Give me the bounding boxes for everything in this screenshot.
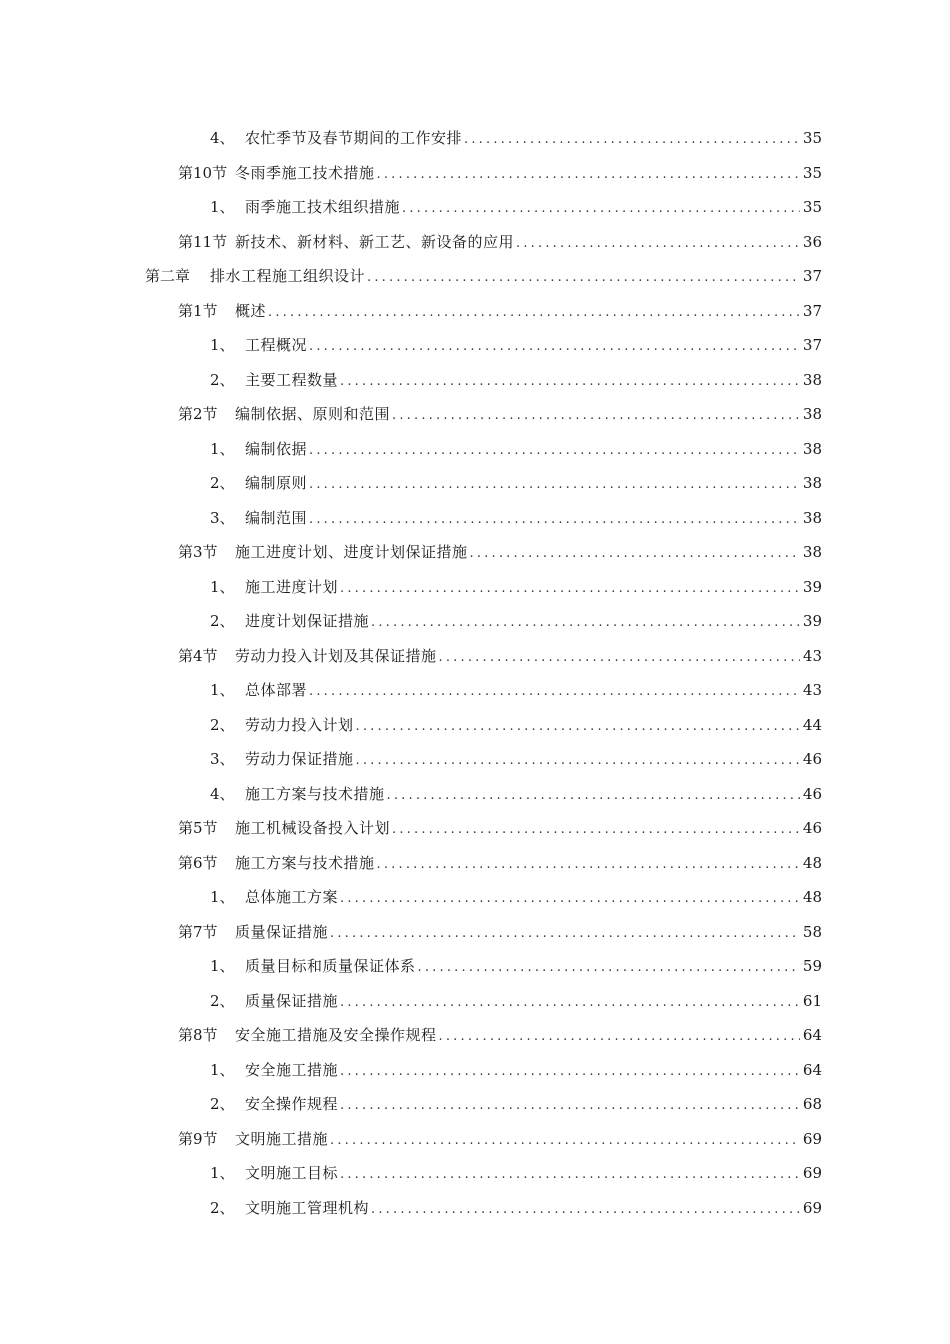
toc-entry-title: 质量目标和质量保证体系 xyxy=(245,957,416,975)
toc-entry-page-number: 64 xyxy=(802,1060,822,1079)
toc-entry-page-number: 37 xyxy=(802,267,822,285)
toc-entry-number: 2、 xyxy=(210,612,235,630)
toc-entry-page-number: 35 xyxy=(802,163,822,182)
toc-entry[interactable] xyxy=(0,604,950,639)
toc-entry-title: 农忙季节及春节期间的工作安排 xyxy=(245,129,463,147)
toc-entry-number: 第2节 xyxy=(178,405,218,423)
toc-entry-title: 编制依据、原则和范围 xyxy=(235,405,391,423)
toc-dot-leader xyxy=(470,537,800,570)
toc-entry[interactable] xyxy=(0,1018,950,1053)
toc-entry-number: 3、 xyxy=(210,508,235,527)
toc-entry-title: 劳动力投入计划及其保证措施 xyxy=(235,646,437,665)
toc-dot-leader xyxy=(309,468,800,501)
toc-entry[interactable] xyxy=(0,156,950,191)
toc-dot-leader xyxy=(371,1193,800,1226)
toc-entry-title: 文明施工管理机构 xyxy=(245,1198,370,1217)
toc-entry-number: 2、 xyxy=(210,715,235,734)
toc-entry-number: 2、 xyxy=(210,1095,235,1113)
toc-entry-title: 编制原则 xyxy=(245,474,308,492)
toc-entry[interactable] xyxy=(0,432,950,467)
toc-entry[interactable] xyxy=(0,742,950,777)
toc-entry[interactable] xyxy=(0,880,950,915)
toc-entry-number: 4、 xyxy=(210,129,235,147)
toc-dot-leader xyxy=(367,261,800,294)
toc-entry-title: 编制依据 xyxy=(245,439,308,458)
toc-entry[interactable] xyxy=(0,570,950,605)
toc-entry-title: 施工进度计划、进度计划保证措施 xyxy=(235,543,468,561)
toc-dot-leader xyxy=(356,710,800,743)
toc-entry-title: 总体施工方案 xyxy=(245,888,339,906)
toc-entry-title: 施工进度计划 xyxy=(245,577,339,596)
toc-entry-title: 劳动力投入计划 xyxy=(245,715,354,734)
toc-dot-leader xyxy=(330,917,800,950)
toc-entry-page-number: 46 xyxy=(802,819,822,837)
toc-dot-leader xyxy=(377,848,800,881)
toc-entry[interactable] xyxy=(0,777,950,812)
toc-entry-page-number: 35 xyxy=(802,129,822,147)
toc-entry-title: 安全操作规程 xyxy=(245,1095,339,1113)
toc-entry-number: 第5节 xyxy=(178,819,218,837)
toc-entry-page-number: 38 xyxy=(802,405,822,423)
toc-dot-leader xyxy=(439,641,800,674)
toc-dot-leader xyxy=(356,744,800,777)
toc-entry[interactable] xyxy=(0,121,950,156)
toc-entry-number: 第4节 xyxy=(178,646,218,665)
toc-entry-page-number: 58 xyxy=(802,922,822,941)
toc-entry-page-number: 38 xyxy=(802,370,822,389)
toc-dot-leader xyxy=(340,986,800,1019)
toc-dot-leader xyxy=(309,434,800,467)
toc-entry[interactable] xyxy=(0,535,950,570)
toc-dot-leader xyxy=(392,813,800,846)
toc-entry[interactable] xyxy=(0,466,950,501)
toc-entry-number: 第7节 xyxy=(178,922,218,941)
toc-entry-page-number: 38 xyxy=(802,439,822,458)
toc-entry-page-number: 48 xyxy=(802,888,822,906)
toc-entry-page-number: 38 xyxy=(802,543,822,561)
toc-entry-page-number: 44 xyxy=(802,715,822,734)
toc-entry-page-number: 59 xyxy=(802,957,822,975)
toc-entry-number: 第11节 xyxy=(178,232,228,251)
toc-entry[interactable] xyxy=(0,1156,950,1191)
toc-entry-page-number: 61 xyxy=(802,991,822,1010)
toc-dot-leader xyxy=(371,606,800,639)
toc-entry-number: 第9节 xyxy=(178,1129,218,1148)
toc-entry[interactable] xyxy=(0,915,950,950)
toc-entry-title: 进度计划保证措施 xyxy=(245,612,370,630)
toc-entry-number: 第6节 xyxy=(178,853,218,872)
toc-entry[interactable] xyxy=(0,949,950,984)
toc-dot-leader xyxy=(268,296,800,329)
toc-entry-title: 总体部署 xyxy=(245,681,308,699)
toc-entry[interactable] xyxy=(0,1122,950,1157)
toc-dot-leader xyxy=(309,503,800,536)
toc-entry[interactable] xyxy=(0,397,950,432)
toc-entry-page-number: 68 xyxy=(802,1095,822,1113)
toc-entry-number: 1、 xyxy=(210,577,235,596)
toc-entry-number: 1、 xyxy=(210,1060,235,1079)
toc-dot-leader xyxy=(340,365,800,398)
toc-entry-title: 安全施工措施及安全操作规程 xyxy=(235,1026,437,1044)
toc-entry-page-number: 69 xyxy=(802,1164,822,1182)
toc-entry-number: 第3节 xyxy=(178,543,218,561)
toc-entry-title: 文明施工措施 xyxy=(235,1129,329,1148)
toc-entry-page-number: 37 xyxy=(802,336,822,354)
toc-entry-page-number: 46 xyxy=(802,750,822,768)
toc-dot-leader xyxy=(340,1055,800,1088)
toc-entry-page-number: 39 xyxy=(802,612,822,630)
toc-entry[interactable] xyxy=(0,811,950,846)
toc-entry[interactable] xyxy=(0,984,950,1019)
toc-entry-number: 第1节 xyxy=(178,301,218,320)
toc-entry[interactable] xyxy=(0,190,950,225)
toc-entry[interactable] xyxy=(0,259,950,294)
toc-entry-page-number: 69 xyxy=(802,1198,822,1217)
toc-entry[interactable] xyxy=(0,1191,950,1226)
toc-entry-title: 施工方案与技术措施 xyxy=(235,853,375,872)
toc-entry[interactable] xyxy=(0,225,950,260)
toc-dot-leader xyxy=(387,779,800,812)
toc-entry-number: 4、 xyxy=(210,784,235,803)
toc-entry[interactable] xyxy=(0,294,950,329)
toc-entry-page-number: 43 xyxy=(802,646,822,665)
toc-entry-number: 2、 xyxy=(210,474,235,492)
toc-entry[interactable] xyxy=(0,1087,950,1122)
toc-entry-title: 主要工程数量 xyxy=(245,370,339,389)
toc-entry-page-number: 64 xyxy=(802,1026,822,1044)
toc-dot-leader xyxy=(439,1020,800,1053)
toc-dot-leader xyxy=(402,192,800,225)
toc-entry-number: 2、 xyxy=(210,1198,235,1217)
toc-dot-leader xyxy=(418,951,800,984)
toc-entry-title: 劳动力保证措施 xyxy=(245,750,354,768)
toc-dot-leader xyxy=(340,1158,800,1191)
toc-dot-leader xyxy=(377,158,800,191)
toc-dot-leader xyxy=(464,123,800,156)
toc-entry-title: 工程概况 xyxy=(245,336,308,354)
toc-entry-page-number: 43 xyxy=(802,681,822,699)
toc-entry-number: 1、 xyxy=(210,957,235,975)
toc-dot-leader xyxy=(340,1089,800,1122)
toc-entry-title: 编制范围 xyxy=(245,508,308,527)
toc-dot-leader xyxy=(309,675,800,708)
toc-entry-page-number: 36 xyxy=(802,232,822,251)
toc-entry-page-number: 37 xyxy=(802,301,822,320)
toc-entry[interactable] xyxy=(0,673,950,708)
toc-entry-title: 新技术、新材料、新工艺、新设备的应用 xyxy=(235,232,515,251)
toc-entry-page-number: 46 xyxy=(802,784,822,803)
toc-entry-number: 1、 xyxy=(210,1164,235,1182)
toc-entry-number: 第8节 xyxy=(178,1026,218,1044)
toc-entry-title: 施工机械设备投入计划 xyxy=(235,819,391,837)
toc-entry-page-number: 39 xyxy=(802,577,822,596)
toc-entry-number: 2、 xyxy=(210,370,235,389)
toc-entry-title: 安全施工措施 xyxy=(245,1060,339,1079)
toc-entry-number: 1、 xyxy=(210,888,235,906)
toc-dot-leader xyxy=(340,572,800,605)
toc-entry-number: 3、 xyxy=(210,750,235,768)
toc-entry[interactable] xyxy=(0,639,950,674)
toc-entry-page-number: 35 xyxy=(802,198,822,216)
toc-dot-leader xyxy=(330,1124,800,1157)
toc-entry-title: 雨季施工技术组织措施 xyxy=(245,198,401,216)
toc-entry-page-number: 38 xyxy=(802,474,822,492)
toc-entry-title: 排水工程施工组织设计 xyxy=(210,267,366,285)
toc-entry[interactable] xyxy=(0,708,950,743)
toc-entry-title: 施工方案与技术措施 xyxy=(245,784,385,803)
toc-entry-title: 质量保证措施 xyxy=(245,991,339,1010)
toc-entry-title: 文明施工目标 xyxy=(245,1164,339,1182)
toc-entry-number: 1、 xyxy=(210,198,235,216)
toc-entry-page-number: 38 xyxy=(802,508,822,527)
toc-dot-leader xyxy=(392,399,800,432)
toc-entry[interactable] xyxy=(0,1053,950,1088)
toc-entry-title: 概述 xyxy=(235,301,267,320)
toc-entry-number: 1、 xyxy=(210,439,235,458)
toc-entry-number: 第二章 xyxy=(145,267,191,285)
toc-entry-number: 1、 xyxy=(210,336,235,354)
toc-entry[interactable] xyxy=(0,501,950,536)
toc-entry-title: 质量保证措施 xyxy=(235,922,329,941)
toc-entry-page-number: 48 xyxy=(802,853,822,872)
toc-entry[interactable] xyxy=(0,363,950,398)
toc-dot-leader xyxy=(340,882,800,915)
table-of-contents xyxy=(0,121,950,1225)
toc-entry-title: 冬雨季施工技术措施 xyxy=(235,163,375,182)
toc-entry-number: 1、 xyxy=(210,681,235,699)
toc-dot-leader xyxy=(516,227,800,260)
toc-entry-number: 2、 xyxy=(210,991,235,1010)
toc-dot-leader xyxy=(309,330,800,363)
toc-entry[interactable] xyxy=(0,328,950,363)
toc-entry[interactable] xyxy=(0,846,950,881)
toc-entry-page-number: 69 xyxy=(802,1129,822,1148)
toc-entry-number: 第10节 xyxy=(178,163,228,182)
